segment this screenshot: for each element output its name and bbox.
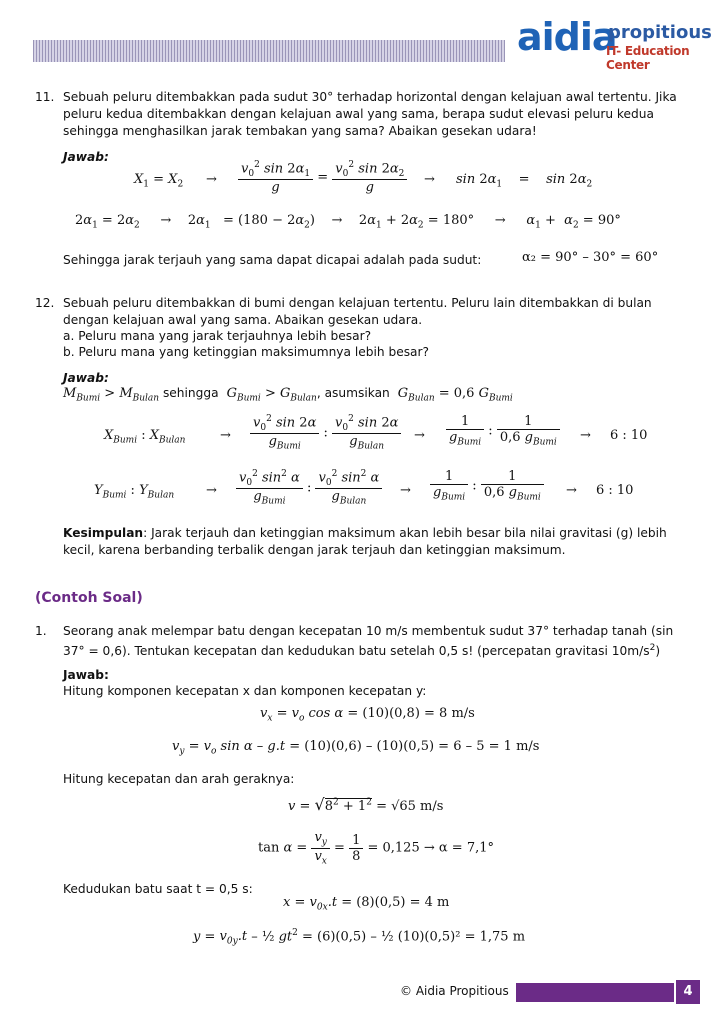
q12-line-1: Sebuah peluru ditembakkan di bumi dengan kelajuan tertentu. Peluru lain ditembakkan di bulan: [63, 296, 652, 310]
q12-asumsikan: , asumsikan: [316, 386, 390, 400]
q12-kesimpulan-text-2: kecil, karena berbanding terbalik dengan jarak terjauh dan ketinggian maksimum.: [63, 543, 566, 557]
contoh-hitung-1: Hitung komponen kecepatan x dan komponen kecepatan y:: [63, 684, 427, 698]
q11-eq-1: $X_1 = X_2$: [134, 172, 184, 190]
contoh-vy: $v_y = v_o$ sin α – g.t = (10)(0,6) – (10)(0,5) = 6 – 5 = 1 m/s: [172, 739, 540, 757]
q12-y-fraction: $\frac{v_0^2 \sin^2 \alpha}{g_{Bumi}}$ : $\frac{v_0^2 \sin^2 \alpha}{g_{Bulan}}$: [236, 469, 382, 507]
q12-y-ratio: 6 : 10: [596, 483, 634, 498]
contoh-y: $y = v_{0y}.t$ – ½ $gt^2 = (6)(0,5)$ – ½ (10)(0,5)² = 1,75 m: [193, 928, 526, 947]
logo-text: aidia: [517, 15, 617, 59]
arrow-icon: →: [206, 483, 217, 498]
q11-result: α₂ = 90° – 30° = 60°: [522, 250, 659, 265]
q12-x-fraction: $\frac{v_0^2 \sin 2\alpha}{g_{Bumi}}$ : $\frac{v_0^2 \sin 2\alpha}{g_{Bulan}}$: [250, 414, 401, 452]
q11-line-1: Sebuah peluru ditembakkan pada sudut 30° terhadap horizontal dengan kelajuan awal tertentu. Jika: [63, 90, 677, 104]
q11-line-2: peluru kedua ditembakkan dengan kelajuan awal yang sama, berapa sudut elevasi peluru kedua: [63, 107, 654, 121]
contoh-hitung-2: Hitung kecepatan dan arah geraknya:: [63, 772, 295, 786]
contoh-x-value: = (8)(0,5) = 4 m: [341, 895, 450, 910]
q12-x-simplified: $\frac{1}{g_{Bumi}}$ : $\frac{1}{0,6 g_{Bumi}}$: [446, 414, 560, 448]
q11-eq-sin: $\sin 2\alpha_1$ = $\sin 2\alpha_2$: [456, 172, 593, 190]
contoh-tan: tan α = $\frac{v_y}{v_x}$ = $\frac{1}{8}$ = 0,125 → α = 7,1°: [258, 830, 494, 867]
contoh-vy-value: = (10)(0,6) – (10)(0,5) = 6 – 5 = 1 m/s: [289, 739, 540, 754]
arrow-icon: →: [220, 428, 231, 443]
q12-kesimpulan-text-1: : Jarak terjauh dan ketinggian maksimum akan lebih besar bila nilai gravitasi (g) lebih: [143, 526, 667, 540]
q12-sehingga: sehingga: [162, 386, 219, 400]
logo-tagline: IT- Education Center: [606, 44, 690, 72]
page-number: 4: [676, 980, 700, 1004]
q12-option-a: a. Peluru mana yang jarak terjauhnya lebih besar?: [63, 329, 372, 343]
arrow-icon: →: [206, 172, 217, 187]
q12-y-simplified: $\frac{1}{g_{Bumi}}$ : $\frac{1}{0,6 g_{Bumi}}$: [430, 469, 544, 503]
arrow-icon: →: [566, 483, 577, 498]
contoh-line-2: [63, 640, 660, 659]
q11-fraction-eq: $\frac{v_0^2 \sin 2\alpha_1}{g}$ = $\frac{v_0^2 \sin 2\alpha_2}{g}$: [238, 160, 407, 195]
contoh-line-2-text: 37° = 0,6). Tentukan kecepatan dan kedudukan batu setelah 0,5 s! (percepatan gravitasi 10m/s: [63, 644, 650, 659]
q12-x-ratio-label: $X_{Bumi}$ : $X_{Bulan}$: [104, 428, 186, 446]
contoh-tan-value: = 0,125 → α = 7,1°: [367, 840, 494, 856]
contoh-line-1: Seorang anak melempar batu dengan kecepatan 10 m/s membentuk sudut 37° terhadap tanah (sin: [63, 624, 674, 638]
arrow-icon: →: [414, 428, 425, 443]
q12-kesimpulan-label: Kesimpulan: [63, 526, 144, 540]
contoh-line-2-end: ): [655, 644, 661, 659]
contoh-v-value: = √65 m/s: [376, 799, 444, 814]
q12-x-ratio: 6 : 10: [610, 428, 648, 443]
footer-copyright: © Aidia Propitious: [400, 984, 509, 998]
q11-line-3: sehingga menghasilkan jarak tembakan yang sama? Abaikan gesekan udara!: [63, 124, 537, 138]
arrow-icon: →: [424, 172, 435, 187]
q12-option-b: b. Peluru mana yang ketinggian maksimumnya lebih besar?: [63, 345, 429, 359]
contoh-line-2-sup: 2: [649, 643, 656, 653]
header-bar: [33, 40, 505, 62]
q12-y-ratio-label: $Y_{Bumi}$ : $Y_{Bulan}$: [94, 483, 175, 501]
contoh-heading: (Contoh Soal): [35, 590, 143, 606]
q12-kesimpulan: [63, 525, 667, 541]
logo-propitious: propitious: [608, 22, 712, 43]
arrow-icon: →: [580, 428, 591, 443]
arrow-icon: →: [400, 483, 411, 498]
contoh-kedudukan: Kedudukan batu saat t = 0,5 s:: [63, 882, 253, 896]
contoh-y-value: = (6)(0,5) – ½ (10)(0,5)² = 1,75 m: [301, 929, 526, 945]
contoh-v: $v = √8^2 + 1^2 = √65$ m/s: [288, 795, 444, 814]
footer-bar: [516, 983, 674, 1002]
q11-conclusion: Sehingga jarak terjauh yang sama dapat dicapai adalah pada sudut:: [63, 253, 482, 267]
contoh-vx: $v_x = v_o$ cos α = (10)(0,8) = 8 m/s: [260, 706, 475, 724]
contoh-number: 1.: [35, 624, 47, 638]
q12-jawab: Jawab:: [63, 371, 109, 385]
q12-line-2: dengan kelajuan awal yang sama. Abaikan gesekan udara.: [63, 313, 423, 327]
q11-number: 11.: [35, 90, 55, 104]
q11-eq-2: $2\alpha_1 = 2\alpha_2$ → $2\alpha_1 = (180 - 2\alpha_2)$ → $2\alpha_1 + 2\alpha_2 = 180^\circ$ → $\alpha_1 + \alpha_2 = 90^\circ$: [75, 213, 621, 231]
q11-jawab: Jawab:: [63, 150, 109, 164]
contoh-vx-value: = (10)(0,8) = 8 m/s: [347, 706, 475, 721]
contoh-x: $x = v_{0x}.t = (8)(0,5) = 4$ m: [283, 895, 450, 913]
q12-assumption: $M_{Bumi} > M_{Bulan}$ sehingga $G_{Bumi} > G_{Bulan}$, asumsikan $G_{Bulan} = 0,6$ $G_{Bumi}$: [63, 386, 513, 404]
q12-number: 12.: [35, 296, 55, 310]
contoh-jawab: Jawab:: [63, 668, 109, 682]
